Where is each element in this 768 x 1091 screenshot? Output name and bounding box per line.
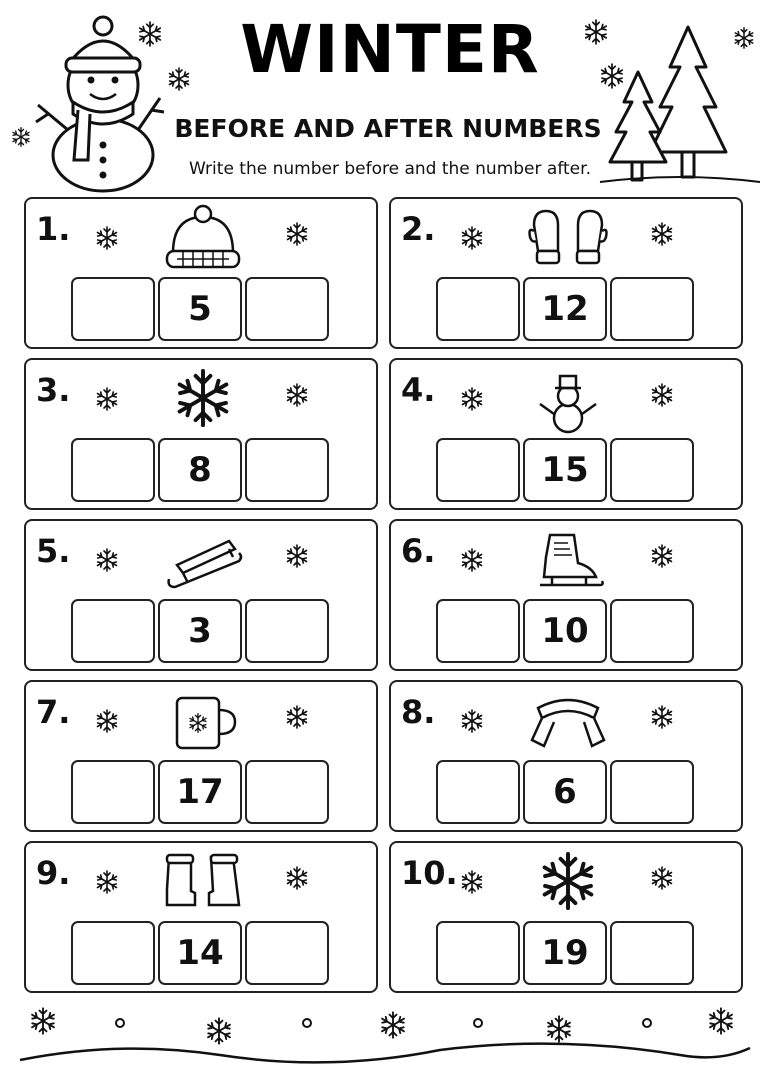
- snowflake-decoration-icon: [459, 386, 485, 412]
- given-number-box: 19: [523, 921, 607, 985]
- problem-card: [389, 680, 743, 832]
- given-number-box: 8: [158, 438, 242, 502]
- given-number-box: 14: [158, 921, 242, 985]
- given-number-box: 12: [523, 277, 607, 341]
- snowflake-decoration-icon: [284, 704, 310, 730]
- problem-number: 4.: [401, 371, 436, 409]
- snowflake-decoration-icon: [204, 1016, 234, 1046]
- problem-number: 9.: [36, 854, 71, 892]
- snowman-icon: [528, 366, 608, 432]
- snowflake-decoration-icon: [649, 382, 675, 408]
- snowflake-decoration-icon: [459, 547, 485, 573]
- answer-box-before[interactable]: [71, 277, 155, 341]
- answer-box-after[interactable]: [610, 599, 694, 663]
- problem-number: 1.: [36, 210, 71, 248]
- snowflake-decoration-icon: [649, 221, 675, 247]
- page-title: WINTER: [240, 11, 540, 88]
- problem-card: [389, 841, 743, 993]
- problem-number: 10.: [401, 854, 458, 892]
- ice-skate-icon: [528, 527, 608, 593]
- problem-number: 3.: [36, 371, 71, 409]
- worksheet-header: [0, 0, 768, 190]
- snowflake-decoration-icon: [582, 18, 610, 46]
- answer-box-before[interactable]: [436, 438, 520, 502]
- mittens-icon: [528, 205, 608, 271]
- problem-card: [389, 519, 743, 671]
- answer-box-before[interactable]: [71, 921, 155, 985]
- answer-box-before[interactable]: [436, 277, 520, 341]
- snowflake-decoration-icon: [284, 221, 310, 247]
- answer-box-before[interactable]: [436, 599, 520, 663]
- snowflake-decoration-icon: [94, 547, 120, 573]
- answer-box-after[interactable]: [245, 921, 329, 985]
- problem-card: [24, 680, 378, 832]
- given-number-box: 10: [523, 599, 607, 663]
- snowflake-decoration-icon: [459, 225, 485, 251]
- problem-card: [24, 197, 378, 349]
- snowflake-decoration-icon: [94, 225, 120, 251]
- snowflake-decoration-icon: [10, 126, 32, 148]
- boots-icon: [163, 849, 243, 915]
- snowflake-icon: [163, 366, 243, 432]
- answer-box-before[interactable]: [71, 760, 155, 824]
- answer-box-after[interactable]: [610, 277, 694, 341]
- snowflake-decoration-icon: [544, 1014, 574, 1044]
- snowflake-decoration-icon: [136, 20, 164, 48]
- answer-box-after[interactable]: [610, 438, 694, 502]
- snowflake-decoration-icon: [732, 26, 756, 50]
- answer-box-before[interactable]: [71, 438, 155, 502]
- answer-box-after[interactable]: [610, 921, 694, 985]
- snowflake-icon: [528, 849, 608, 915]
- snowflake-decoration-icon: [649, 865, 675, 891]
- scarf-icon: [528, 688, 608, 754]
- given-number-box: 15: [523, 438, 607, 502]
- snowflake-decoration-icon: [284, 382, 310, 408]
- page-subtitle: BEFORE AND AFTER NUMBERS: [174, 114, 602, 143]
- snowflake-decoration-icon: [284, 865, 310, 891]
- given-number-box: 17: [158, 760, 242, 824]
- snowflake-decoration-icon: [94, 869, 120, 895]
- answer-box-after[interactable]: [610, 760, 694, 824]
- answer-box-before[interactable]: [71, 599, 155, 663]
- snowflake-decoration-icon: [378, 1010, 408, 1040]
- snowflake-decoration-icon: [598, 62, 626, 90]
- snowflake-decoration-icon: [284, 543, 310, 569]
- problem-card: [389, 197, 743, 349]
- answer-box-before[interactable]: [436, 921, 520, 985]
- answer-box-after[interactable]: [245, 438, 329, 502]
- problem-number: 7.: [36, 693, 71, 731]
- answer-box-after[interactable]: [245, 760, 329, 824]
- problem-card: [24, 358, 378, 510]
- problem-card: [24, 841, 378, 993]
- problem-number: 8.: [401, 693, 436, 731]
- snowflake-decoration-icon: [94, 386, 120, 412]
- worksheet-footer: [0, 1000, 768, 1087]
- given-number-box: 3: [158, 599, 242, 663]
- problem-number: 5.: [36, 532, 71, 570]
- snowflake-decoration-icon: [166, 66, 192, 92]
- given-number-box: 6: [523, 760, 607, 824]
- snowflake-decoration-icon: [94, 708, 120, 734]
- problem-number: 2.: [401, 210, 436, 248]
- problem-number: 6.: [401, 532, 436, 570]
- snowflake-decoration-icon: [459, 708, 485, 734]
- answer-box-after[interactable]: [245, 277, 329, 341]
- answer-box-before[interactable]: [436, 760, 520, 824]
- given-number-box: 5: [158, 277, 242, 341]
- snowflake-decoration-icon: [706, 1006, 736, 1036]
- instructions: Write the number before and the number after.: [189, 159, 591, 179]
- snowflake-decoration-icon: [459, 869, 485, 895]
- sled-icon: [163, 527, 243, 593]
- beanie-hat-icon: [163, 205, 243, 271]
- snowflake-decoration-icon: [649, 704, 675, 730]
- problem-card: [24, 519, 378, 671]
- problem-card: [389, 358, 743, 510]
- mug-icon: [163, 688, 243, 754]
- snowflake-decoration-icon: [649, 543, 675, 569]
- snowflake-decoration-icon: [28, 1006, 58, 1036]
- answer-box-after[interactable]: [245, 599, 329, 663]
